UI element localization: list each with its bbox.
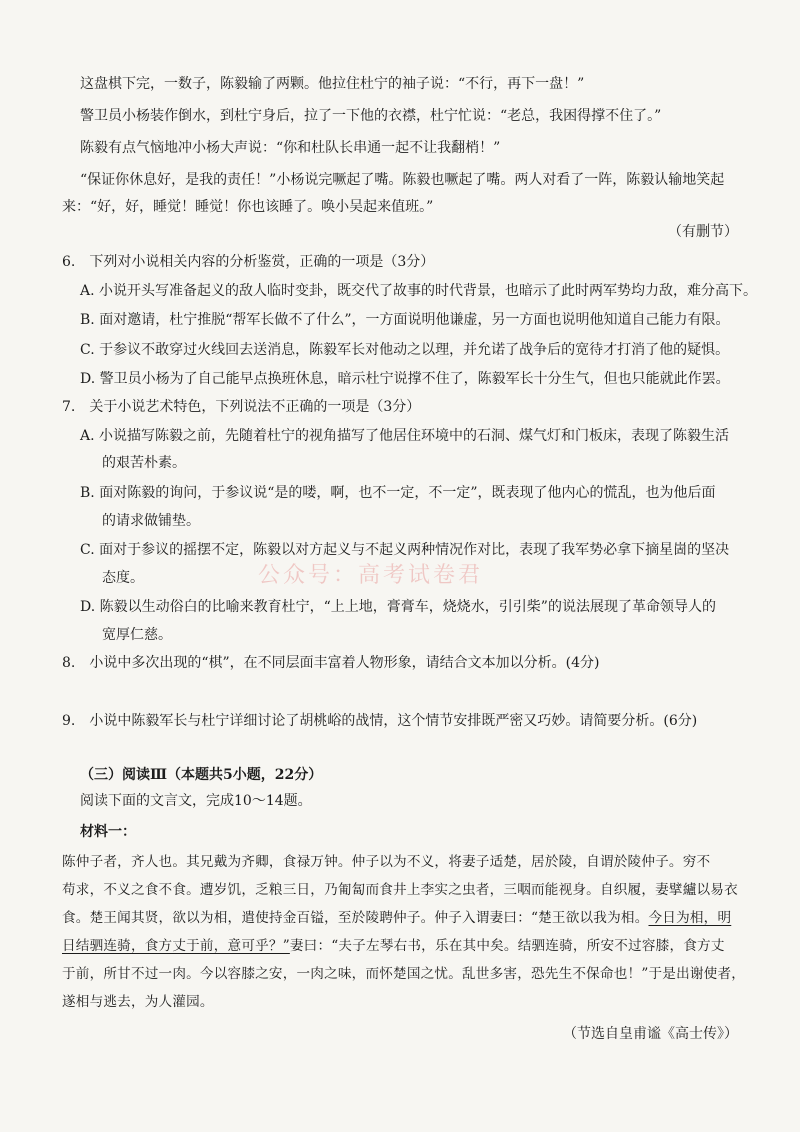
source-citation: （节选自皇甫谧《高士传》） bbox=[563, 1026, 738, 1042]
passage-line-4: “保证你休息好，是我的责任！”小杨说完噘起了嘴。陈毅也噘起了嘴。两人对看了一阵，陈毅认输地笑起 bbox=[80, 172, 725, 188]
classical-text-line-1: 陈仲子者，齐人也。其兄戴为齐卿，食禄万钟。仲子以为不义，将妻子适楚，居於陵，自谓於陵仲子。穷不 bbox=[62, 854, 711, 870]
classical-text-line-4 bbox=[62, 936, 725, 956]
underlined-sentence-part-1: 今日为相，明 bbox=[648, 910, 732, 926]
underlined-sentence-part-2: 日结驷连骑，食方丈于前，意可乎？” bbox=[62, 938, 290, 954]
question-7-stem: 7. 关于小说艺术特色，下列说法不正确的一项是（3分） bbox=[62, 399, 421, 415]
abridged-note: （有删节） bbox=[668, 224, 738, 240]
question-7-option-d-cont: 宽厚仁慈。 bbox=[102, 627, 172, 643]
classical-text-line-3-main: 食。楚王闻其贤，欲以为相，遣使持金百镒，至於陵聘仲子。仲子入谓妻曰：“楚王欲以我为相。 bbox=[62, 910, 649, 926]
section-3-instruction: 阅读下面的文言文，完成10～14题。 bbox=[80, 793, 312, 809]
question-6-option-d: D. 警卫员小杨为了自己能早点换班休息，暗示杜宁说撑不住了，陈毅军长十分生气，但也只能就此作罢。 bbox=[80, 371, 730, 387]
material-one-label: 材料一： bbox=[80, 824, 136, 840]
question-8: 8. 小说中多次出现的“棋”，在不同层面丰富着人物形象，请结合文本加以分析。(4分) bbox=[62, 655, 600, 671]
passage-line-3: 陈毅有点气恼地冲小杨大声说：“你和杜队长串通一起不让我翻梢！” bbox=[80, 140, 501, 156]
classical-text-line-4-rest: 妻曰：“夫子左琴右书，乐在其中矣。结驷连骑，所安不过容膝，食方丈 bbox=[289, 938, 725, 954]
classical-text-line-2: 苟求，不义之食不食。遭岁饥，乏粮三日，乃匍匐而食井上李实之虫者，三咽而能视身。自织履，妻擘纑以易衣 bbox=[62, 882, 738, 898]
passage-line-5: 来：“好，好，睡觉！睡觉！你也该睡了。唤小吴起来值班。” bbox=[62, 199, 434, 215]
question-7-option-b: B. 面对陈毅的询问，于参议说“是的喽，啊，也不一定，不一定”，既表现了他内心的慌乱，也为他后面 bbox=[80, 485, 716, 501]
classical-text-line-5: 于前，所甘不过一肉。今以容膝之安，一肉之味，而怀楚国之忧。乱世多害，恐先生不保命也！”于是出谢使者， bbox=[62, 966, 746, 982]
question-7-option-c-cont: 态度。 bbox=[102, 570, 144, 586]
question-6-stem: 6. 下列对小说相关内容的分析鉴赏，正确的一项是（3分） bbox=[62, 254, 435, 270]
question-7-option-a: A. 小说描写陈毅之前，先随着杜宁的视角描写了他居住环境中的石洞、煤气灯和门板床，表现了陈毅生活 bbox=[80, 428, 730, 444]
question-7-option-a-cont: 的艰苦朴素。 bbox=[102, 455, 186, 471]
question-7-option-b-cont: 的请求做铺垫。 bbox=[102, 513, 200, 529]
question-7-option-d: D. 陈毅以生动俗白的比喻来教育杜宁，“上上地，膏膏车，烧烧水，引引柴”的说法展现了革命领导人的 bbox=[80, 599, 716, 615]
question-6-option-a: A. 小说开头写准备起义的敌人临时变卦，既交代了故事的时代背景，也暗示了此时两军势均力敌，难分高下。 bbox=[80, 283, 758, 299]
question-7-option-c: C. 面对于参议的摇摆不定，陈毅以对方起义与不起义两种情况作对比，表现了我军势必拿下摘星崮的坚决 bbox=[80, 542, 730, 558]
classical-text-line-3 bbox=[62, 908, 731, 928]
watermark: 公众号：高考试卷君 bbox=[258, 563, 484, 588]
question-9: 9. 小说中陈毅军长与杜宁详细讨论了胡桃峪的战情，这个情节安排既严密又巧妙。请简要分析。(6分) bbox=[62, 713, 698, 729]
passage-line-1: 这盘棋下完，一数子，陈毅输了两颗。他拉住杜宁的袖子说：“不行，再下一盘！” bbox=[80, 76, 585, 92]
section-3-heading: （三）阅读Ⅲ（本题共5小题，22分） bbox=[80, 767, 323, 783]
passage-line-2: 警卫员小杨装作倒水，到杜宁身后，拉了一下他的衣襟，杜宁忙说：“老总，我困得撑不住了。” bbox=[80, 108, 662, 124]
question-6-option-b: B. 面对邀请，杜宁推脱“帮军长做不了什么”，一方面说明他谦虚，另一方面也说明他知道自己能力有限。 bbox=[80, 312, 730, 328]
question-6-option-c: C. 于参议不敢穿过火线回去送消息，陈毅军长对他动之以理，并允诺了战争后的宽待才打消了他的疑惧。 bbox=[80, 342, 730, 358]
classical-text-line-6: 遂相与逃去，为人灌园。 bbox=[62, 994, 214, 1010]
